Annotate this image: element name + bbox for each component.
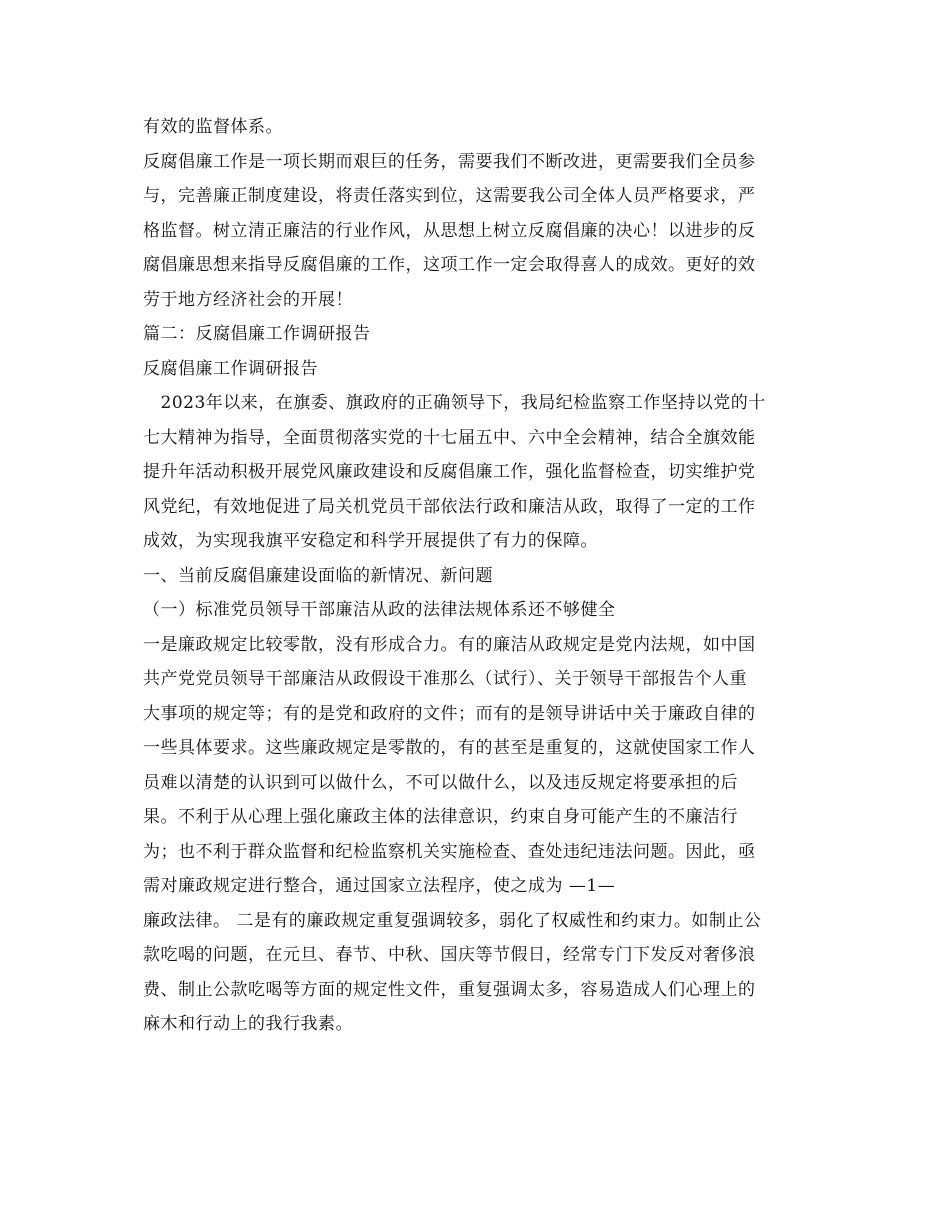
text-line: 款吃喝的问题，在元旦、春节、中秋、国庆等节假日，经常专门下发反对奢侈浪 — [143, 945, 756, 965]
text-line: 麻木和行动上的我行我素。 — [143, 1014, 353, 1034]
text-line: 为；也不利于群众监督和纪检监察机关实施检查、查处违纪违法问题。因此，亟 — [143, 841, 756, 862]
text-line: 提升年活动积极开展党风廉政建设和反腐倡廉工作，强化监督检查，切实维护党 — [143, 462, 756, 482]
subsection-heading: （一）标准党员领导干部廉洁从政的法律法规体系还不够健全 — [143, 600, 616, 620]
text-line: 一是廉政规定比较零散，没有形成合力。有的廉洁从政规定是党内法规，如中国 — [143, 634, 756, 655]
text-line: 腐倡廉思想来指导反腐倡廉的工作，这项工作一定会取得喜人的成效。更好的效 — [143, 255, 756, 275]
text-line: 员难以清楚的认识到可以做什么，不可以做什么，以及违反规定将要承担的后 — [143, 772, 738, 793]
text-line-with-page-number: 需对廉政规定进行整合，通过国家立法程序，使之成为 —1— — [143, 876, 616, 896]
text-line: 共产党党员领导干部廉洁从政假设干准那么（试行）、关于领导干部报告个人重 — [143, 669, 747, 689]
section-heading: 篇二：反腐倡廉工作调研报告 — [143, 324, 371, 344]
section-heading: 一、当前反腐倡廉建设面临的新情况、新问题 — [143, 565, 493, 586]
text-line: 劳于地方经济社会的开展！ — [143, 289, 353, 310]
text-line: 一些具体要求。这些廉政规定是零散的，有的甚至是重复的，这就使国家工作人 — [143, 738, 756, 758]
report-title: 反腐倡廉工作调研报告 — [143, 358, 318, 379]
text-line: 与，完善廉正制度建设，将责任落实到位，这需要我公司全体人员严格要求，严 — [143, 186, 756, 206]
text-line: 反腐倡廉工作是一项长期而艰巨的任务，需要我们不断改进，更需要我们全员参 — [143, 151, 756, 172]
document-body — [143, 110, 808, 1042]
text-line: 果。不利于从心理上强化廉政主体的法律意识，约束自身可能产生的不廉洁行 — [143, 807, 738, 827]
text-line: 2023年以来，在旗委、旗政府的正确领导下，我局纪检监察工作坚持以党的十 — [143, 393, 766, 413]
text-line: 费、制止公款吃喝等方面的规定性文件，重复强调太多，容易造成人们心理上的 — [143, 979, 756, 1000]
text-line: 成效，为实现我旗平安稳定和科学开展提供了有力的保障。 — [143, 531, 598, 551]
text-line: 有效的监督体系。 — [143, 117, 283, 137]
text-line: 大事项的规定等；有的是党和政府的文件；而有的是领导讲话中关于廉政自律的 — [143, 703, 756, 724]
text-line: 廉政法律。 二是有的廉政规定重复强调较多，弱化了权威性和约束力。如制止公 — [143, 910, 762, 931]
text-line: 七大精神为指导，全面贯彻落实党的十七届五中、六中全会精神，结合全旗效能 — [143, 427, 756, 448]
text-line: 格监督。树立清正廉洁的行业作风，从思想上树立反腐倡廉的决心！以进步的反 — [143, 220, 756, 241]
text-line: 风党纪，有效地促进了局关机党员干部依法行政和廉洁从政，取得了一定的工作 — [143, 496, 756, 517]
